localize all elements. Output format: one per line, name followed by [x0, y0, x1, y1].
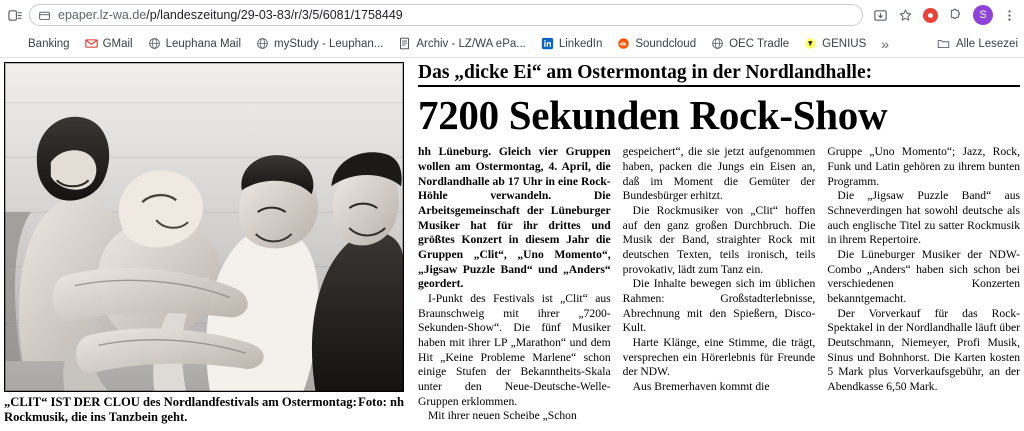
- article-paragraph: Die Rockmusiker von „Clit“ hoffen auf den ganz großen Durchbruch. Die Musik der Band, straighter Rock mit deutschen Texten, teils ironisch, teils provokativ, lädt zum Tanz ein.: [622, 204, 816, 276]
- photo-illustration: [5, 63, 403, 391]
- bookmark-item[interactable]: [4, 34, 76, 53]
- article-paragraph: Mit ihrer neuen Scheibe „Schon: [428, 409, 577, 423]
- url-path: /p/landeszeitung/29-03-83/r/3/5/6081/1758449: [146, 8, 403, 22]
- article-paragraph: Der Vorverkauf für das Rock-Spektakel in der Nordlandhalle läuft über Deutschmann, Niemeyer, Profi Musik, Sinus und Bohnhorst. Die Karten kosten 5 Mark plus Vorverkaufsgebühr, an der Abendkasse 6,50 Mark.: [827, 306, 1020, 393]
- article-photo: [4, 62, 404, 392]
- bookmarks-bar: [0, 30, 1024, 58]
- soundcloud-icon: [617, 37, 630, 50]
- article-paragraph: gespeichert“, die sie jetzt aufgenommen haben, packen die Jungs ein Eisen an, daß im Moment die Gemüter der Bundesbürger erhitzt.: [622, 145, 816, 203]
- extensions-puzzle-icon[interactable]: [948, 8, 963, 23]
- star-icon[interactable]: [898, 8, 913, 23]
- photo-caption: [4, 392, 404, 426]
- article-column-2: [623, 145, 816, 431]
- bookmark-item[interactable]: [79, 34, 139, 53]
- bookmark-item[interactable]: [705, 34, 795, 53]
- url-text: [58, 8, 403, 22]
- page-tabs-icon[interactable]: [8, 8, 23, 23]
- article-paragraph: Die „Jigsaw Puzzle Band“ aus Schneverdingen hat sowohl deutsche als auch englische Titel zu satter Rockmusik in ihrem Repertoire.: [827, 189, 1020, 247]
- article-column-3: [827, 145, 1020, 431]
- bookmark-label: LinkedIn: [558, 37, 603, 50]
- bookmark-label: Archiv - LZ/WA ePa...: [416, 37, 526, 50]
- bookmark-label: GENIUS: [822, 37, 867, 50]
- globe-icon: [256, 37, 269, 50]
- bookmark-label: OEC Tradle: [729, 37, 790, 50]
- bookmark-item[interactable]: [392, 34, 532, 53]
- record-icon[interactable]: [923, 8, 938, 23]
- bank-icon: [10, 37, 23, 50]
- other-bookmarks[interactable]: [937, 37, 1020, 50]
- article-paragraph: Aus Bremerhaven kommt die: [632, 379, 770, 393]
- linkedin-icon: [541, 37, 554, 50]
- bookmark-item[interactable]: [535, 34, 608, 53]
- article-headline: 7200 Sekunden Rock-Show: [418, 92, 888, 139]
- page-info-icon[interactable]: [38, 9, 51, 22]
- genius-icon: [804, 37, 817, 50]
- other-bookmarks-label: Alle Lesezei: [955, 37, 1018, 50]
- article-paragraph: hh Lüneburg. Gleich vier Gruppen wollen am Ostermontag, 4. April, die Nordlandhalle ab 17 Uhr in eine Rock-Höhle verwandeln. Die Arbeitsgemeinschaft der Lüneburger Musiker hat für ihr drittes und größtes Konzert in diesem Jahr die Gruppen „Clit“, „Uno Momento“, „Jigsaw Puzzle Band“ und „Anders“ geordert.: [418, 145, 611, 291]
- photo-credit: Foto: nh: [358, 395, 404, 409]
- document-icon: [398, 37, 411, 50]
- photo-caption-text: „CLIT“ IST DER CLOU des Nordlandfestivals am Ostermontag: Rockmusik, die ins Tanzbein geht.: [4, 395, 357, 425]
- article-paragraph: Harte Klänge, eine Stimme, die trägt, versprechen ein Hörerlebnis für Freunde der NDW.: [622, 336, 816, 379]
- bookmarks-overflow-button[interactable]: »: [881, 35, 890, 52]
- article-paragraph: Die Lüneburger Musiker der NDW-Combo „Anders“ haben sich schon bei verschiedenen Konzerten bekanntgemacht.: [827, 248, 1020, 306]
- article-paragraph: I-Punkt des Festivals ist „Clit“ aus Braunschweig mit ihrer „7200-Sekunden-Show“. Die fünf Musiker haben mit ihrer LP „Marathon“ und dem Hit „Keine Probleme Marlene“ schon einige Stufen der Bekanntheits-Skala unter den Neue-Deutsche-Welle-Gruppen erklommen.: [418, 292, 611, 408]
- globe-icon: [711, 37, 724, 50]
- globe-icon: [148, 37, 161, 50]
- bookmark-item[interactable]: [798, 34, 872, 53]
- install-app-icon[interactable]: [873, 8, 888, 23]
- article-text-column: [412, 62, 1020, 431]
- folder-icon: [937, 37, 950, 50]
- bookmark-item[interactable]: [611, 34, 702, 53]
- browser-menu-icon[interactable]: [1003, 9, 1016, 22]
- bookmark-label: Soundcloud: [635, 37, 697, 50]
- bookmark-item[interactable]: [250, 34, 389, 53]
- article-column-1: [418, 145, 611, 431]
- article-columns: [418, 145, 1020, 431]
- photo-column: [4, 62, 404, 431]
- epaper-page: [0, 58, 1024, 431]
- bookmark-label: Banking: [28, 37, 70, 50]
- toolbar-actions: [869, 5, 1016, 25]
- article-paragraph: Die Inhalte bewegen sich im üblichen Rahmen: Großstadterlebnisse, Abrechnung mit den Spießern, Disco-Kult.: [622, 277, 816, 335]
- mail-icon: [85, 37, 98, 50]
- bookmark-label: Leuphana Mail: [165, 37, 242, 50]
- bookmark-label: myStudy - Leuphan...: [274, 37, 384, 50]
- article-kicker: Das „dicke Ei“ am Ostermontag in der Nordlandhalle:: [418, 62, 1020, 87]
- bookmark-item[interactable]: [142, 34, 247, 53]
- address-bar-row: [0, 0, 1024, 30]
- address-bar[interactable]: [29, 4, 863, 26]
- article-paragraph: Gruppe „Uno Momento“; Jazz, Rock, Funk und Latin gehören zu ihrem bunten Programm.: [827, 145, 1020, 188]
- url-host: epaper.lz-wa.de: [58, 8, 147, 22]
- avatar[interactable]: S: [973, 5, 993, 25]
- bookmark-label: GMail: [102, 37, 133, 50]
